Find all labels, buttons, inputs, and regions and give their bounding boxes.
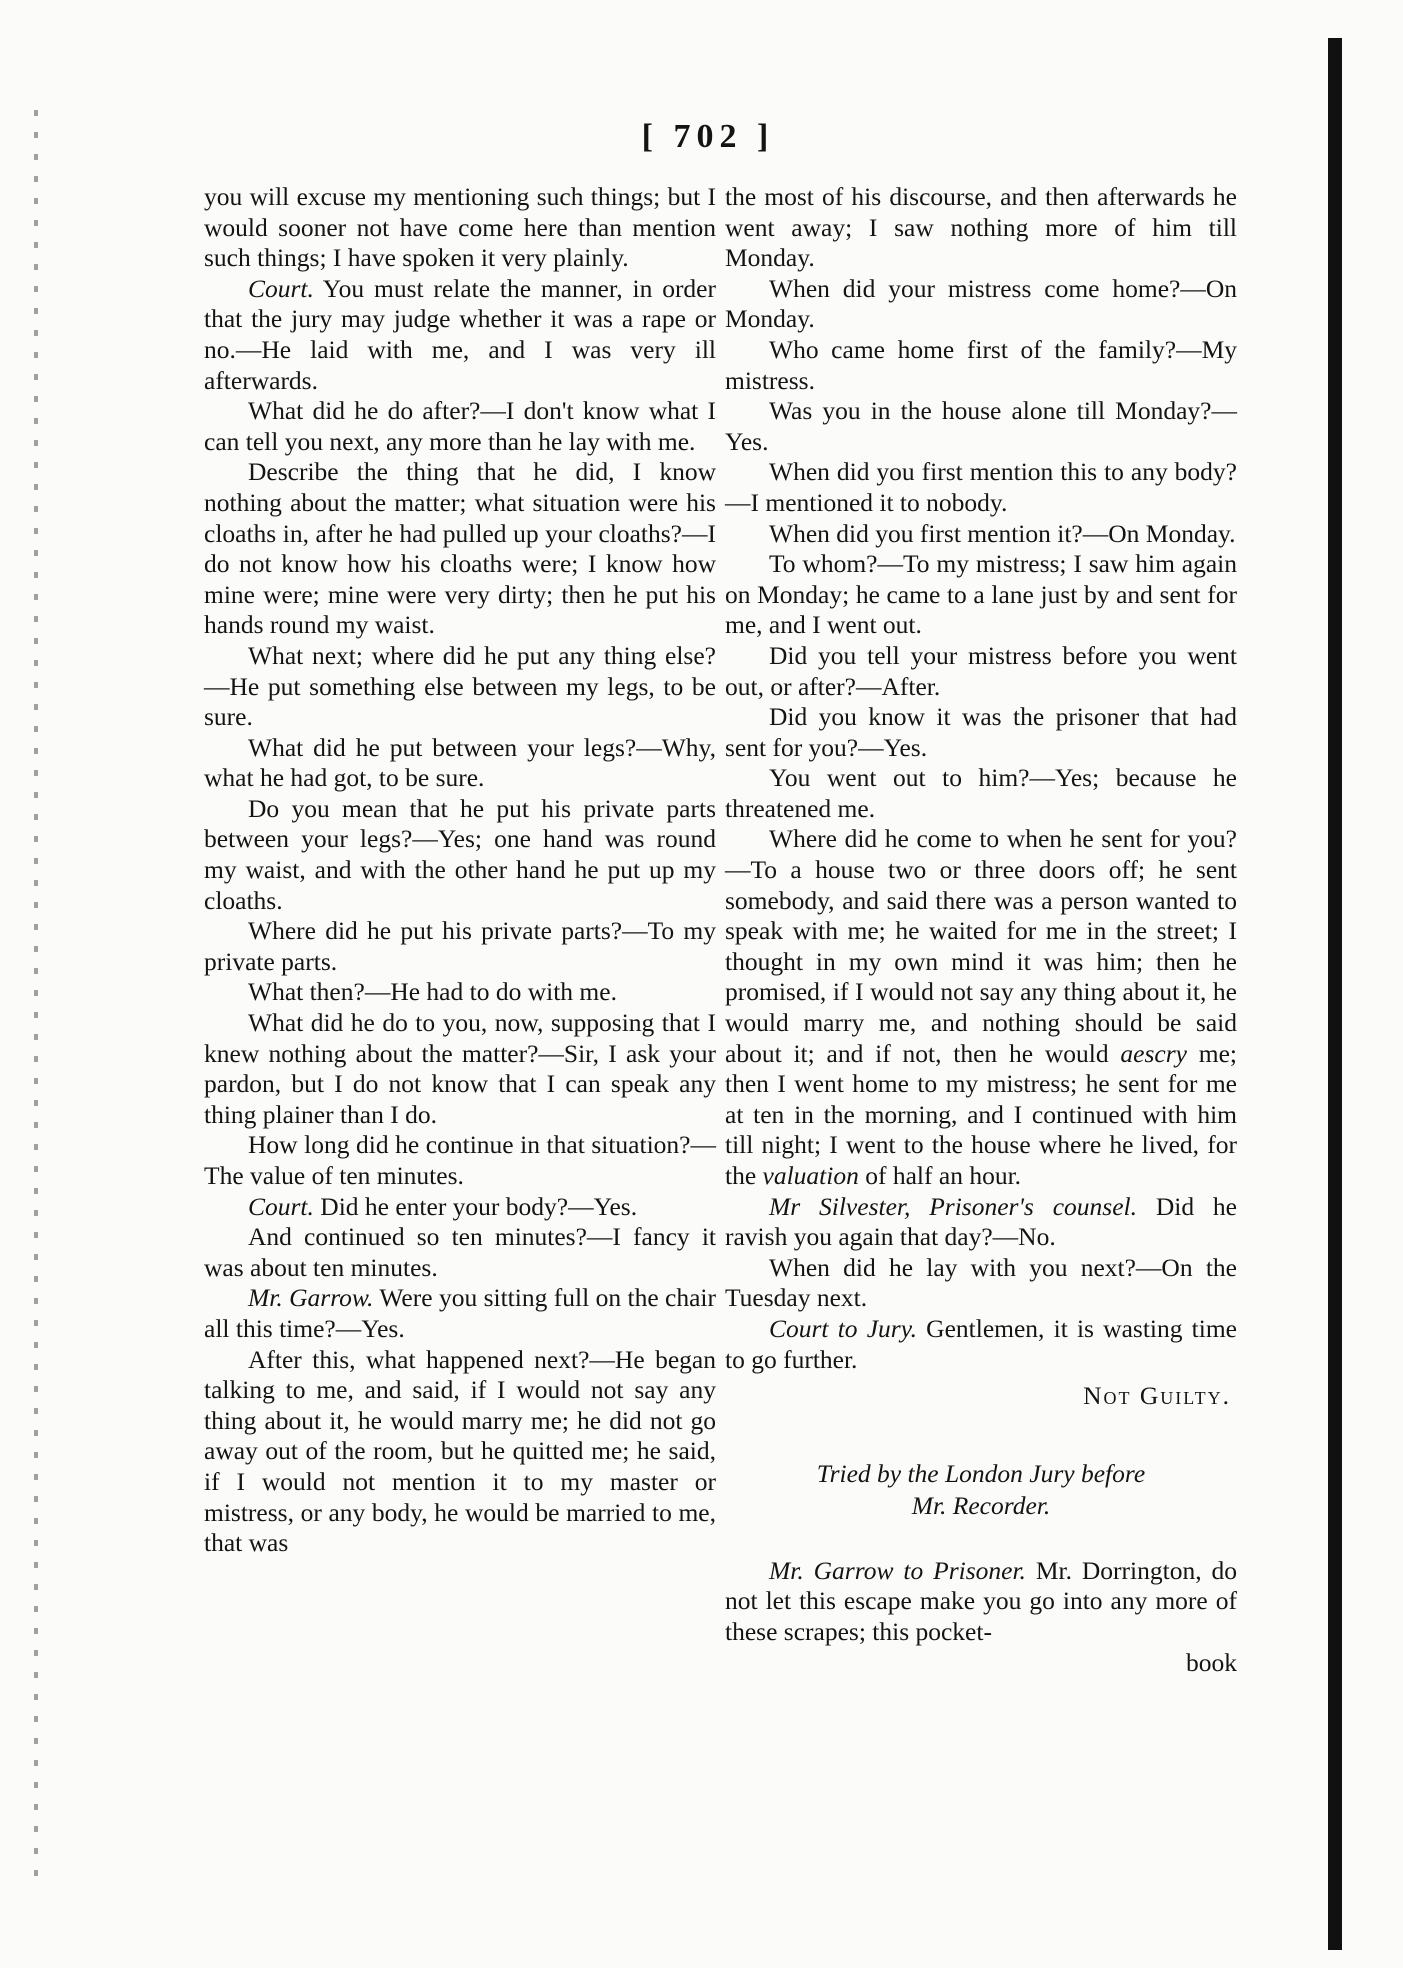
- paragraph: Describe the thing that he did, I know nothing about the matter; what situation were his cloaths in, after he had pulled up your cloaths?—I do not know how his cloaths were; I know how mine were; mine were very dirty; then he put his hands round my waist.: [204, 457, 716, 640]
- paragraph: What did he put between your legs?—Why, what he had got, to be sure.: [204, 732, 716, 793]
- paragraph: After this, what happened next?—He began talking to me, and said, if I would not say any thing about it, he would marry me; he did not go away out of the room, but he quitted me; he said, if I would not mention it to my master or mistress, or any body, he would be married to me, that was: [204, 1344, 716, 1558]
- page-number: [ 702 ]: [641, 118, 775, 155]
- paragraph: Who came home first of the family?—My mistress.: [725, 334, 1237, 395]
- scan-binding-shadow: [1328, 38, 1342, 1950]
- emphasis: aescry: [1120, 1038, 1187, 1068]
- paragraph: What then?—He had to do with me.: [248, 977, 617, 1007]
- paragraph: Was you in the house alone till Monday?—Yes.: [725, 396, 1237, 456]
- paragraph: Do you mean that he put his private parts between your legs?—Yes; one hand was round my waist, and with the other hand he put up my cloaths.: [204, 793, 716, 915]
- paragraph: you will excuse my mentioning such things; but I would sooner not have come here than mention such things; I have spoken it very plainly.: [204, 182, 716, 273]
- paragraph: When did your mistress come home?—On Monday.: [725, 273, 1237, 334]
- trial-heading-line-2: Mr. Recorder.: [911, 1490, 1051, 1520]
- paragraph: What next; where did he put any thing else?—He put something else between my legs, to be sure.: [204, 640, 716, 732]
- paragraph: What did he do to you, now, supposing that I knew nothing about the matter?—Sir, I ask your pardon, but I do not know that I can speak any thing plainer than I do.: [204, 1008, 716, 1129]
- paragraph: Where did he put his private parts?—To my private parts.: [204, 916, 716, 976]
- paragraph: Court. Did he enter your body?—Yes.: [248, 1191, 638, 1221]
- closing-speaker: Mr. Garrow to Prisoner.: [769, 1555, 1026, 1585]
- emphasis: valuation: [762, 1161, 859, 1190]
- paragraph: You went out to him?—Yes; because he threatened me.: [725, 763, 1237, 823]
- paragraph: When did you first mention this to any body?—I mentioned it to nobody.: [725, 457, 1237, 517]
- right-column-text: [725, 182, 1237, 1375]
- paragraph: Court. You must relate the manner, in order that the jury may judge whether it was a rape or no.—He laid with me, and I was very ill afterwards.: [204, 273, 716, 395]
- speaker: Mr. Garrow.: [248, 1283, 374, 1313]
- paragraph: What did he do after?—I don't know what I can tell you next, any more than he lay with me.: [204, 396, 716, 456]
- speaker: Mr Silvester, Prisoner's counsel.: [769, 1191, 1137, 1221]
- paragraph: Where did he come to when he sent for you?—To a house two or three doors off; he sent somebody, and said there was a person wanted to speak with me; he waited for me in the street; I thought in my own mind it was him; then he promised, if I would not say any thing about it, he would marry me, and nothing should be said about it; and if not, then he would aescry me; then I went home to my mistress; he sent for me at ten in the morning, and I continued with him till night; I went to the house where he lived, for the valuation of half an hour.: [725, 824, 1237, 1190]
- paragraph: When did you first mention it?—On Monday.: [769, 518, 1236, 548]
- trial-heading-line-1: Tried by the London Jury before: [816, 1458, 1146, 1488]
- closing-text: Mr. Dorrington, do not let this escape make you go into any more of these scrapes; this pocket-: [725, 1555, 1237, 1646]
- speaker: Court to Jury.: [769, 1313, 917, 1343]
- scan-left-edge: [34, 110, 38, 1890]
- catchword: book: [1186, 1647, 1237, 1677]
- paragraph: And continued so ten minutes?—I fancy it was about ten minutes.: [204, 1222, 716, 1282]
- paragraph: To whom?—To my mistress; I saw him again on Monday; he came to a lane just by and sent for me, and I went out.: [725, 549, 1237, 640]
- trial-heading: [725, 1458, 1237, 1522]
- paragraph: Mr Silvester, Prisoner's counsel. Did he ravish you again that day?—No.: [725, 1191, 1237, 1252]
- closing-paragraph: [725, 1556, 1237, 1648]
- paragraph: Mr. Garrow. Were you sitting full on the chair all this time?—Yes.: [204, 1283, 716, 1343]
- paragraph: Did you tell your mistress before you went out, or after?—After.: [725, 640, 1237, 701]
- right-column: [725, 182, 1237, 1678]
- left-column: [204, 182, 716, 1559]
- paragraph: When did he lay with you next?—On the Tuesday next.: [725, 1252, 1237, 1313]
- paragraph: the most of his discourse, and then afterwards he went away; I saw nothing more of him till Monday.: [725, 182, 1237, 273]
- paragraph: Court to Jury. Gentlemen, it is wasting time to go further.: [725, 1313, 1237, 1374]
- speaker: Court.: [248, 273, 314, 303]
- speaker: Court.: [248, 1191, 314, 1221]
- paragraph: How long did he continue in that situation?—The value of ten minutes.: [204, 1130, 716, 1190]
- verdict: Not Guilty.: [1083, 1381, 1231, 1411]
- paragraph: Did you know it was the prisoner that had sent for you?—Yes.: [725, 702, 1237, 762]
